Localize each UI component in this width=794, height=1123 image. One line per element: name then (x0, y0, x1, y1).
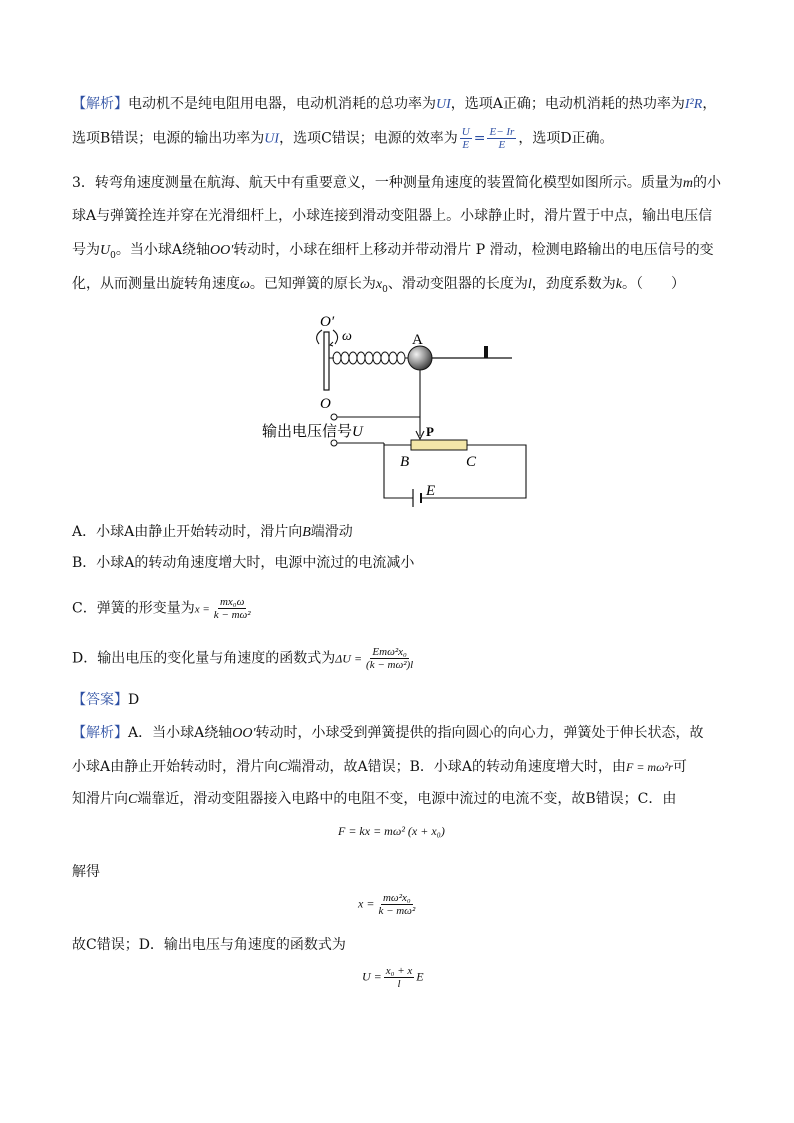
option-d: D．输出电压的变化量与角速度的函数式为ΔU = $\frac{\text{Emω²x₀}}{\text{(k − mω²)l}}$ (72, 646, 414, 671)
label-b: B (400, 454, 410, 470)
label-o-prime: O′ (320, 314, 335, 330)
prev-analysis-line-2: 选项B错误；电源的输出功率为UI，选项C错误；电源的效率为 $\frac{U}{E}$ = $\frac{E- Ir}{E}$ ，选项D正确。 (72, 126, 614, 151)
equation-force: F = kx = mω² (x + x₀) (338, 824, 445, 838)
option-a: A．小球A由静止开始转动时，滑片向B端滑动 (72, 524, 353, 540)
label-e: E (426, 483, 436, 499)
analysis-tag: 【解析】 (72, 96, 128, 112)
prev-analysis-line-1: 【解析】电动机不是纯电阻用电器，电动机消耗的总功率为UI，选项A正确；电动机消耗的热功率为I²R， (72, 96, 717, 112)
answer-line (72, 690, 139, 710)
efficiency-fraction: $\frac{U}{E}$ (461, 126, 470, 151)
solve-label: 解得 (72, 864, 100, 880)
option-b: B．小球A的转动角速度增大时，电源中流过的电流减小 (72, 555, 415, 571)
ball-a (408, 346, 432, 370)
q3-line-1: 3．转弯角速度测量在航海、航天中有重要意义，一种测量角速度的装置简化模型如图所示。质量为m的小 (72, 175, 722, 191)
analysis-line-3: 知滑片向C端靠近，滑动变阻器接入电路中的电阻不变，电源中流过的电流不变，故B错误；C．由 (72, 791, 677, 807)
output-terminal-1 (331, 414, 337, 420)
spring (329, 352, 408, 364)
analysis-line-2: 小球A由静止开始转动时，滑片向C端滑动，故A错误；B．小球A的转动角速度增大时，由F = mω²r可 (72, 759, 687, 775)
rotation-shaft (324, 332, 329, 390)
q3-line-4: 化，从而测量出旋转角速度ω。已知弹簧的原长为$x_0$、滑动变阻器的长度为l，劲度系数为k。（ ） (72, 276, 685, 295)
label-omega: ω (342, 329, 352, 344)
analysis-line-1: 【解析】A．当小球A绕轴OO′转动时，小球受到弹簧提供的指向圆心的向心力，弹簧处于伸长状态，故 (72, 725, 704, 741)
label-output: 输出电压信号U (262, 424, 363, 440)
label-o: O (320, 396, 331, 412)
rod-stop (484, 346, 488, 358)
analysis-line-5: 故C错误；D．输出电压与角速度的函数式为 (72, 937, 346, 953)
q3-line-2: 球A与弹簧拴连并穿在光滑细杆上，小球连接到滑动变阻器上。小球静止时，滑片置于中点，输出电压信 (72, 208, 713, 224)
option-c: C．弹簧的形变量为x = $\frac{\text{mx₀ω}}{\text{k − mω²}}$ (72, 596, 251, 621)
q3-line-3: 号为$U_0$。当小球A绕轴OO′转动时，小球在细杆上移动并带动滑片 P 滑动，检测电路输出的电压信号的变 (72, 242, 714, 261)
answer-tag: 【答案】 (72, 692, 128, 708)
circuit-diagram (0, 300, 794, 520)
output-terminal-2 (331, 440, 337, 446)
option-d-fraction: $\frac{\text{Emω²x₀}}{\text{(k − mω²)l}}$ (366, 646, 414, 671)
rheostat (411, 440, 467, 450)
equation-u: U = $\frac{\text{x₀ + x}}{l}$ E (362, 965, 424, 990)
label-a: A (412, 332, 423, 348)
label-c: C (466, 454, 477, 470)
answer-value: D (128, 692, 140, 708)
efficiency-fraction-2: $\frac{E- Ir}{E}$ (489, 126, 515, 151)
option-c-fraction: $\frac{\text{mx₀ω}}{\text{k − mω²}}$ (213, 596, 251, 621)
equation-x: x = $\frac{\text{mω²x₀}}{\text{k − mω²}}$ (358, 892, 416, 917)
label-p: P (426, 424, 434, 439)
